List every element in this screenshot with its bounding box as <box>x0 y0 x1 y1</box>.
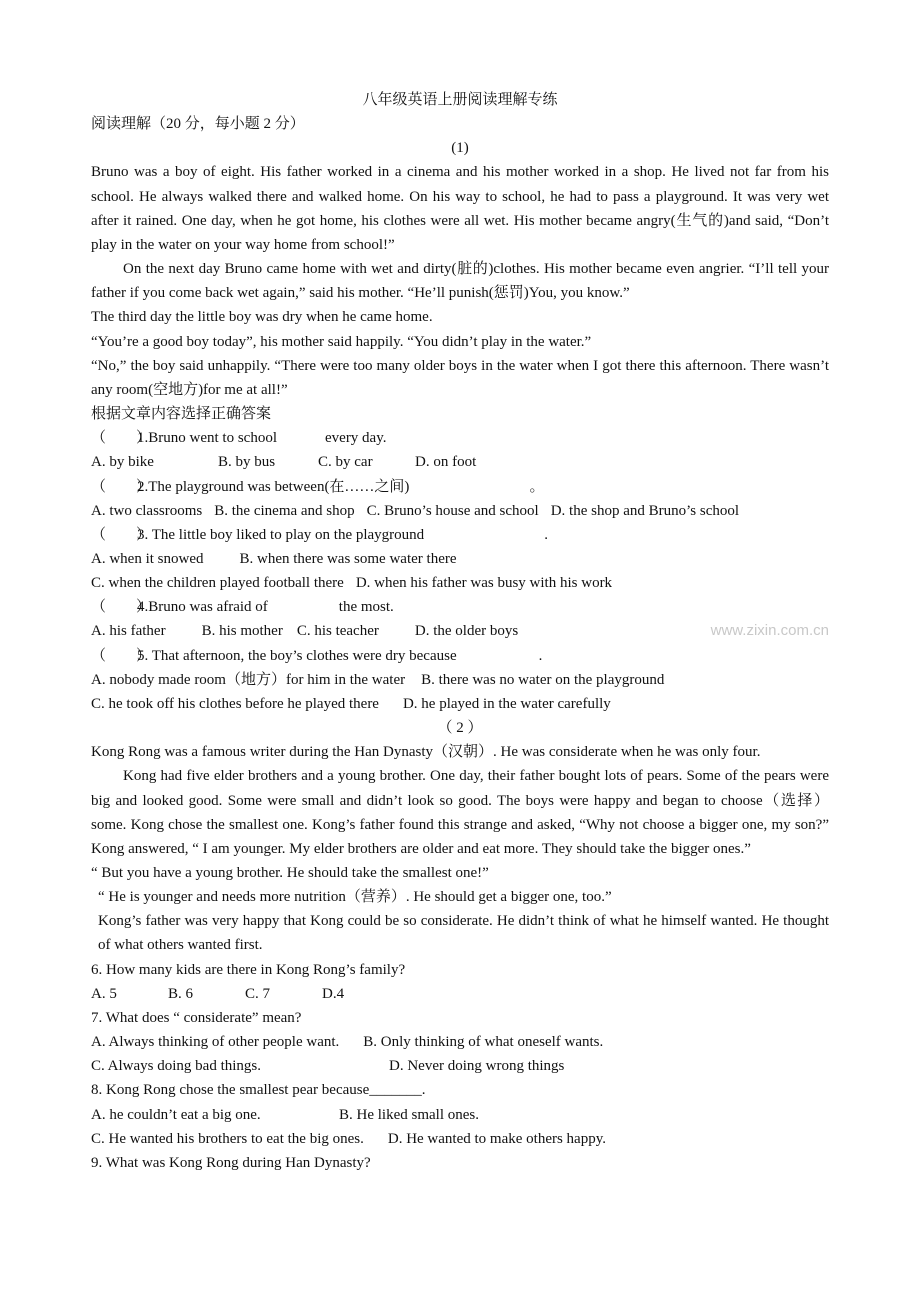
option[interactable]: D. Never doing wrong things <box>389 1058 565 1075</box>
answer-blank[interactable]: （ ） <box>91 647 152 664</box>
question-tail: 。 <box>529 478 545 495</box>
option[interactable]: C. Bruno’s house and school <box>366 502 539 519</box>
answer-blank[interactable]: （ ） <box>91 599 152 616</box>
option[interactable]: B. his mother <box>201 623 283 640</box>
option[interactable]: C. Always doing bad things. <box>91 1058 262 1075</box>
passage-1-paragraph-2 <box>91 257 829 305</box>
question-stem: 3. The little boy liked to play on the playground <box>137 526 425 543</box>
question-6: 6. How many kids are there in Kong Rong’s family? <box>91 961 406 978</box>
question-tail: . <box>538 647 543 664</box>
option[interactable]: D. on foot <box>415 454 477 471</box>
question-5-options <box>91 692 829 716</box>
option[interactable]: B. when there was some water there <box>239 550 457 567</box>
passage-2-line: Kong had five elder brothers and a young brother. One day, their father bought lots of pears. Some of the <box>123 768 760 785</box>
question-7-options <box>91 1054 829 1078</box>
question-4 <box>91 595 829 619</box>
passage-1-number: (1) <box>451 140 469 157</box>
question-8-options <box>91 1103 829 1127</box>
option[interactable]: D.4 <box>322 985 345 1002</box>
option[interactable]: A. he couldn’t eat a big one. <box>91 1106 261 1123</box>
passage-2-line: choose（选择） some. Kong chose the smallest one. Kong’s father found this strange and asked, “Why not <box>91 792 829 833</box>
question-stem: 5. That afternoon, the boy’s clothes were dry because <box>137 647 457 664</box>
option[interactable]: A. Always thinking of other people want. <box>91 1034 340 1051</box>
passage-1-paragraph-3 <box>91 354 829 402</box>
question-2 <box>91 475 829 499</box>
option[interactable]: A. nobody made room（地方）for him in the water <box>91 671 406 688</box>
option[interactable]: A. two classrooms <box>91 502 203 519</box>
option[interactable]: B. He liked small ones. <box>339 1106 479 1123</box>
section-header: 阅读理解（20 分，每小题 2 分） <box>91 116 305 133</box>
option[interactable]: D. when his father was busy with his work <box>355 575 613 592</box>
question-stem: 4.Bruno was afraid of <box>137 599 268 616</box>
passage-2-line: “ He is younger and needs more nutrition（营养）. He should get a bigger one, too.” <box>98 889 612 906</box>
passage-1-instruction: 根据文章内容选择正确答案 <box>91 406 272 423</box>
option[interactable]: C. by car <box>318 454 373 471</box>
answer-blank[interactable]: （ ） <box>91 526 152 543</box>
question-5-options <box>91 668 829 692</box>
passage-2-line: choose a bigger one, my son?” Kong answered, “ I am younger. My elder brothers are older and eat more. They <box>91 816 829 857</box>
option[interactable]: B. Only thinking of what oneself wants. <box>363 1034 604 1051</box>
option[interactable]: C. 7 <box>245 985 271 1002</box>
watermark: www.zixin.com.cn <box>710 622 829 640</box>
question-8-options <box>91 1127 829 1151</box>
question-stem: 1.Bruno went to school <box>137 430 277 447</box>
passage-1-line: “You’re a good boy today”, his mother said happily. “You didn’t play in the water.” <box>91 333 592 350</box>
option[interactable]: A. when it snowed <box>91 550 204 567</box>
passage-2-line: pears were big and looked good. Some were small and didn’t look so good. The boys were happy and began to <box>91 768 829 809</box>
question-3-options <box>91 547 829 571</box>
passage-1-line: The third day the little boy was dry when he came home. <box>91 309 433 326</box>
passage-1-line: On the next day Bruno came home with wet and dirty(脏的)clothes. His mother became even angrier. “I’ll <box>123 261 774 278</box>
option[interactable]: C. He wanted his brothers to eat the big ones. <box>91 1130 364 1147</box>
answer-blank[interactable]: （ ） <box>91 430 152 447</box>
passage-1-line: tell your father if you come back wet again,” said his mother. “He’ll punish(惩罚)You, you know.” <box>91 261 830 302</box>
question-tail: the most. <box>338 599 394 616</box>
question-7: 7. What does “ considerate” mean? <box>91 1009 302 1026</box>
passage-1-line: 的)and said, “Don’t play in the water on your way home from school!” <box>91 212 829 253</box>
passage-2-line: should take the bigger ones.” <box>576 840 751 857</box>
document-page <box>91 0 829 1175</box>
option[interactable]: B. the cinema and shop <box>214 502 355 519</box>
option[interactable]: C. he took off his clothes before he played there <box>91 695 379 712</box>
question-5 <box>91 644 829 668</box>
option[interactable]: D. the shop and Bruno’s school <box>550 502 740 519</box>
document-title: 八年级英语上册阅读理解专练 <box>362 92 558 108</box>
question-stem: 2.The playground was between(在……之间) <box>137 478 410 495</box>
option[interactable]: A. by bike <box>91 454 154 471</box>
passage-1-line: “No,” the boy said unhappily. “There were too many older boys in the water when I got there this afternoon. <box>91 357 747 374</box>
option[interactable]: B. by bus <box>218 454 276 471</box>
passage-2-paragraph-1 <box>91 764 829 861</box>
passage-2-line: Kong Rong was a famous writer during the Han Dynasty（汉朝）. He was considerate when he was only four. <box>91 744 761 761</box>
question-6-options <box>91 982 829 1006</box>
passage-2-number: （ 2 ） <box>437 720 483 737</box>
answer-blank[interactable]: （ ） <box>91 478 152 495</box>
question-3 <box>91 523 829 547</box>
question-3-options <box>91 571 829 595</box>
question-9: 9. What was Kong Rong during Han Dynasty? <box>91 1154 371 1171</box>
option[interactable]: A. 5 <box>91 985 117 1002</box>
option[interactable]: D. He wanted to make others happy. <box>387 1130 606 1147</box>
option[interactable]: A. his father <box>91 623 166 640</box>
option[interactable]: B. there was no water on the playground <box>421 671 665 688</box>
option[interactable]: C. his teacher <box>296 623 379 640</box>
option[interactable]: C. when the children played football there <box>91 575 344 592</box>
question-tail: every day. <box>325 430 387 447</box>
question-8: 8. Kong Rong chose the smallest pear because_______. <box>91 1082 426 1099</box>
passage-1-paragraph-1 <box>91 160 829 257</box>
question-tail: . <box>544 526 548 543</box>
question-7-options <box>91 1030 829 1054</box>
passage-1-line: Bruno was a boy of eight. His father worked in a cinema and his mother worked in a shop. He lived not far from <box>91 164 806 181</box>
passage-1-line: There wasn’t any room(空地方)for me at all!” <box>91 357 829 398</box>
passage-2-line: He thought of what others wanted first. <box>98 913 830 954</box>
question-2-options <box>91 499 829 523</box>
passage-2-line: Kong’s father was very happy that Kong could be so considerate. He didn’t think of what he himself wanted. <box>98 913 758 930</box>
question-1 <box>91 426 829 450</box>
passage-2-paragraph-2 <box>91 909 829 957</box>
passage-1-line: very wet after it rained. One day, when he got home, his clothes were all wet. His mother became angry(生气 <box>91 188 830 229</box>
passage-1-line: his school. He always walked there and walked home. On his way to school, he had to pass a playground. It was <box>91 164 829 205</box>
question-1-options <box>91 450 829 474</box>
passage-2-line: “ But you have a young brother. He should take the smallest one!” <box>91 865 489 881</box>
option[interactable]: D. the older boys <box>414 623 519 640</box>
question-4-options <box>91 619 829 643</box>
option[interactable]: B. 6 <box>168 985 194 1002</box>
option[interactable]: D. he played in the water carefully <box>402 695 611 712</box>
